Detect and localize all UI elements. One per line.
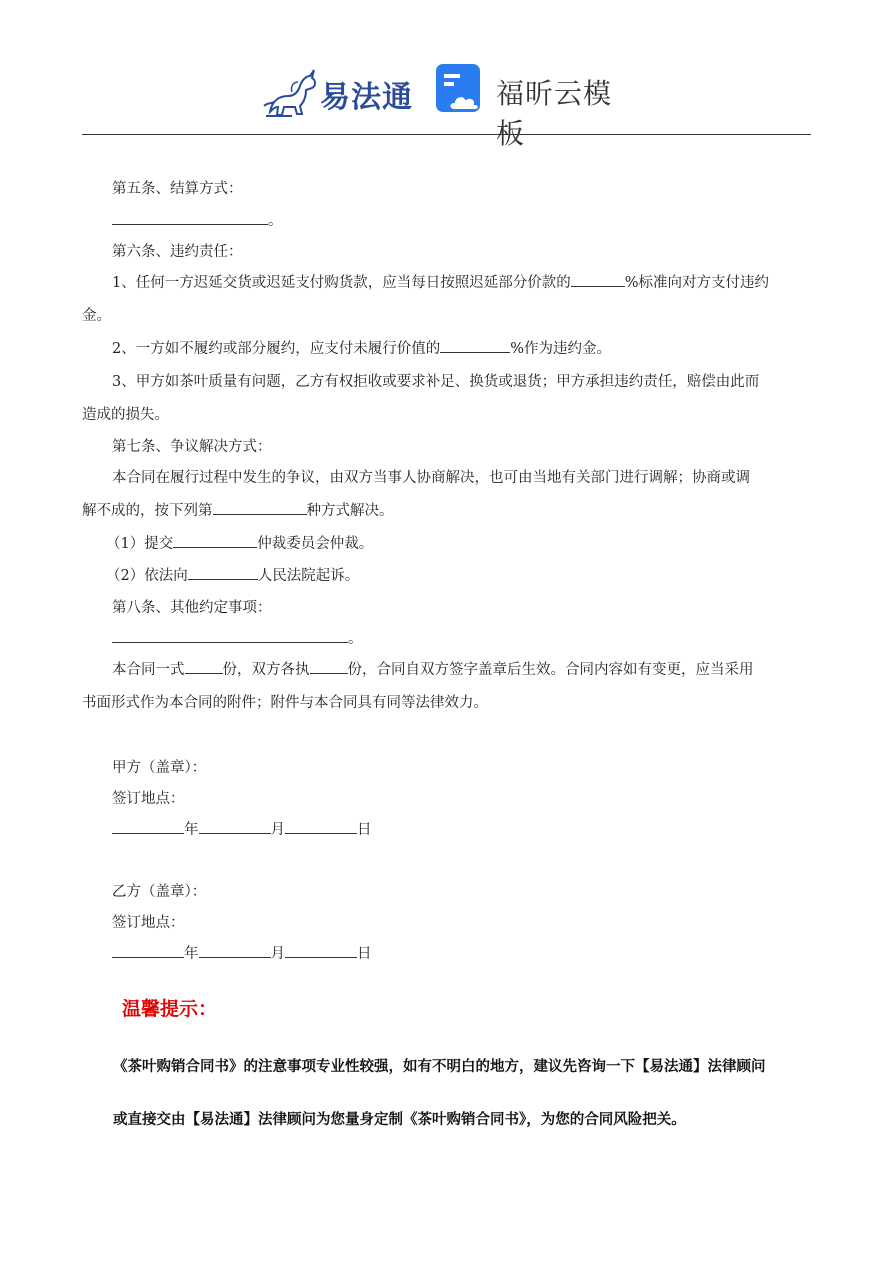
tip-title: 温馨提示： bbox=[122, 998, 218, 1020]
article-7-title: 第七条、争议解决方式： bbox=[112, 439, 272, 455]
fill-blank bbox=[185, 659, 223, 674]
page-header bbox=[0, 60, 893, 150]
article-6-item-3: 3、甲方如茶叶质量有问题，乙方有权拒收或要求补足、换货或退货；甲方承担违约责任，赔偿由此而 bbox=[112, 374, 760, 390]
article-7-paragraph: 本合同在履行过程中发生的争议，由双方当事人协商解决，也可由当地有关部门进行调解；协商或调 bbox=[112, 470, 750, 486]
article-5-blank-line: 。 bbox=[112, 209, 283, 230]
article-7-option-2: （2）依法向 人民法院起诉。 bbox=[106, 564, 359, 585]
fill-blank bbox=[173, 533, 257, 548]
party-a-place: 签订地点： bbox=[112, 791, 185, 807]
article-7-option-1: （1）提交 仲裁委员会仲裁。 bbox=[106, 532, 373, 553]
header-divider bbox=[82, 134, 811, 135]
fill-blank bbox=[112, 210, 268, 225]
article-8-title: 第八条、其他约定事项： bbox=[112, 600, 272, 616]
article-6-item-2: 2、一方如不履约或部分履约，应支付未履行价值的 %作为违约金。 bbox=[112, 337, 611, 358]
fill-blank bbox=[571, 272, 625, 287]
foxit-cloud-logo bbox=[436, 64, 636, 150]
copies-paragraph-cont: 书面形式作为本合同的附件；附件与本合同具有同等法律效力。 bbox=[82, 695, 488, 711]
fill-blank bbox=[440, 338, 510, 353]
article-6-item-1-cont: 金。 bbox=[82, 308, 111, 324]
party-b-seal: 乙方（盖章）： bbox=[112, 884, 207, 900]
cloud-document-icon bbox=[436, 64, 484, 114]
party-a-seal: 甲方（盖章）： bbox=[112, 760, 207, 776]
fill-blank bbox=[213, 500, 307, 515]
copies-paragraph: 本合同一式 份，双方各执 份，合同自双方签字盖章后生效。合同内容如有变更，应当采用 bbox=[112, 658, 754, 679]
tip-text-line-2: 或直接交由【易法通】法律顾问为您量身定制《茶叶购销合同书》，为您的合同风险把关。 bbox=[113, 1112, 686, 1128]
article-8-blank-line: 。 bbox=[112, 627, 363, 648]
yifatong-brand-text: 易法通 bbox=[320, 80, 413, 115]
unicorn-icon bbox=[262, 62, 322, 120]
fill-blank bbox=[310, 659, 348, 674]
article-7-paragraph-cont: 解不成的，按下列第 种方式解决。 bbox=[82, 499, 394, 520]
foxit-brand-text: 福昕云模板 bbox=[496, 77, 613, 150]
article-5-title: 第五条、结算方式： bbox=[112, 181, 243, 197]
fill-blank bbox=[112, 628, 348, 643]
article-6-item-1: 1、任何一方迟延交货或迟延支付购货款，应当每日按照迟延部分价款的 %标准向对方支付违约 bbox=[112, 271, 769, 292]
fill-blank bbox=[188, 565, 258, 580]
yifatong-logo bbox=[262, 62, 422, 120]
tip-text-line-1: 《茶叶购销合同书》的注意事项专业性较强，如有不明白的地方，建议先咨询一下【易法通】法律顾问 bbox=[113, 1059, 766, 1075]
article-6-item-3-cont: 造成的损失。 bbox=[82, 407, 169, 423]
party-b-place: 签订地点： bbox=[112, 915, 185, 931]
party-b-date: 年 月 日 bbox=[112, 942, 372, 963]
article-6-title: 第六条、违约责任： bbox=[112, 244, 243, 260]
party-a-date: 年 月 日 bbox=[112, 818, 372, 839]
